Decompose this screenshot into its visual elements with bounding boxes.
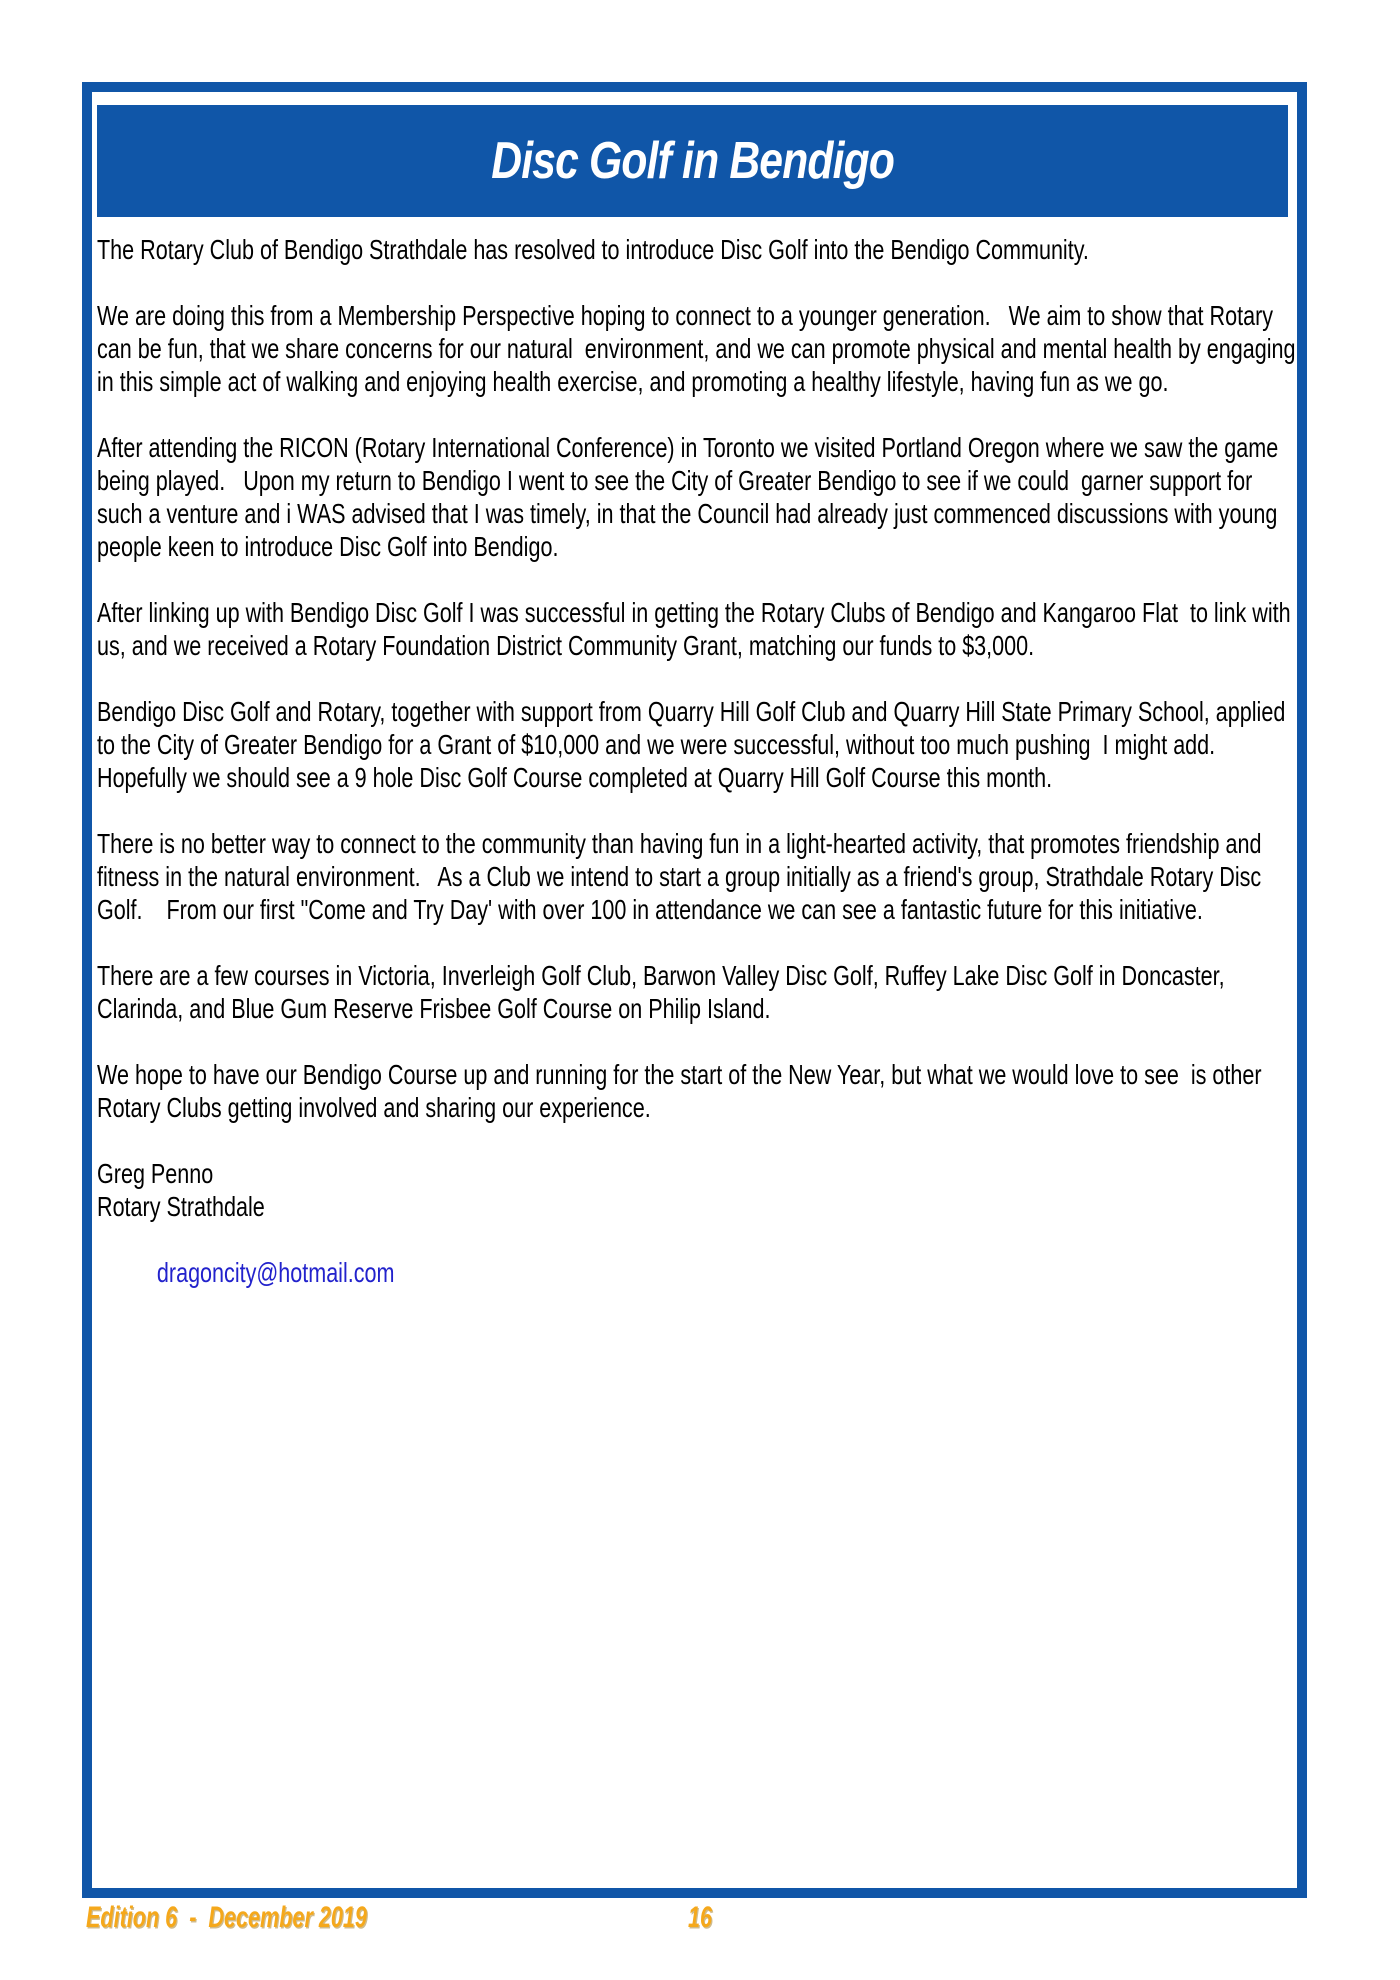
body-paragraph: The Rotary Club of Bendigo Strathdale has resolved to introduce Disc Golf into the Bendigo Community. bbox=[97, 234, 1089, 265]
signature-block bbox=[97, 1157, 1298, 1322]
footer-page-number: 16 bbox=[688, 1901, 713, 1934]
body-paragraph: There is no better way to connect to the community than having fun in a light-hearted activity, that promotes friendship and fitness in the natural environment. As a Club we intend to start a group initially as a friend's group, Strathdale Rotary Disc Golf. From our first "Come and Try Day' with over 100 in attendance we can see a fantastic future for this initiative. bbox=[97, 828, 1268, 925]
body-paragraph: There are a few courses in Victoria, Inverleigh Golf Club, Barwon Valley Disc Golf, Ruffey Lake Disc Golf in Doncaster, Clarinda, and Blue Gum Reserve Frisbee Golf Course on Philip Island. bbox=[97, 960, 1231, 1024]
body-paragraph: Bendigo Disc Golf and Rotary, together with support from Quarry Hill Golf Club and Quarry Hill State Primary School, applied to the City of Greater Bendigo for a Grant of $10,000 and we were successful, without too much pushing I might add. Hopefully we should see a 9 hole Disc Golf Course completed at Quarry Hill Golf Course this month. bbox=[97, 696, 1292, 793]
email-link[interactable]: dragoncity@hotmail.com bbox=[156, 1257, 395, 1288]
signature-name: Greg Penno bbox=[97, 1158, 214, 1189]
page-border-frame bbox=[82, 82, 1307, 1898]
body-paragraph: We are doing this from a Membership Perspective hoping to connect to a younger generation. We aim to show that Rotary can be fun, that we share concerns for our natural environment, and we can promote physical and mental health by engaging in this simple act of walking and enjoying health exercise, and promoting a healthy lifestyle, having fun as we go. bbox=[97, 300, 1302, 397]
body-paragraph: We hope to have our Bendigo Course up and running for the start of the New Year, but what we would love to see is other Rotary Clubs getting involved and sharing our experience. bbox=[97, 1059, 1268, 1123]
signature-org: Rotary Strathdale bbox=[97, 1191, 265, 1222]
body-paragraph: After linking up with Bendigo Disc Golf I was successful in getting the Rotary Clubs of Bendigo and Kangaroo Flat to link with us, and we received a Rotary Foundation District Community Grant, matching our funds to $3,000. bbox=[97, 597, 1297, 661]
title-banner bbox=[97, 105, 1288, 217]
page-title: Disc Golf in Bendigo bbox=[491, 132, 894, 190]
footer-edition-label: Edition 6 - December 2019 bbox=[86, 1901, 367, 1934]
article-body bbox=[97, 233, 1302, 1322]
body-paragraph: After attending the RICON (Rotary International Conference) in Toronto we visited Portland Oregon where we saw the game being played. Upon my return to Bendigo I went to see the City of Greater Bendigo to see if we could garner support for such a venture and i WAS advised that I was timely, in that the Council had already just commenced discussions with young people keen to introduce Disc Golf into Bendigo. bbox=[97, 432, 1285, 562]
